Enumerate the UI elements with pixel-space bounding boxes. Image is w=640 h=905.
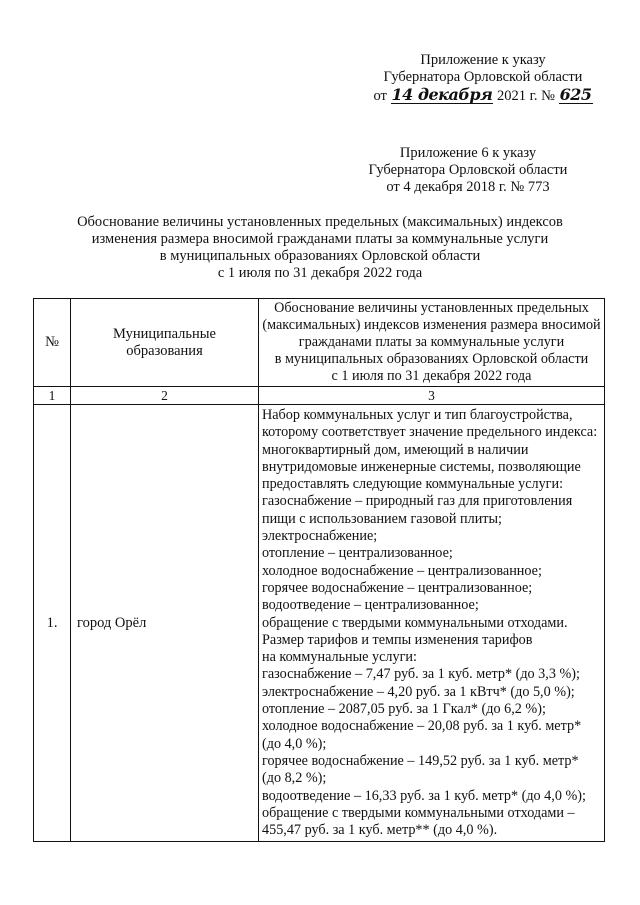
- table-row: [34, 405, 605, 842]
- handwritten-date: 14 декабря: [391, 85, 493, 104]
- title-line: с 1 июля по 31 декабря 2022 года: [217, 265, 423, 281]
- justification-table: [33, 298, 605, 842]
- document-title: [60, 214, 580, 282]
- justification-line: газоснабжение – 7,47 руб. за 1 куб. метр* (до 3,3 %);: [262, 666, 580, 683]
- justification-line: Размер тарифов и темпы изменения тарифов: [262, 631, 533, 648]
- header-municipality-line: образования: [126, 342, 203, 359]
- header-justification-line: гражданами платы за коммунальные услуги: [298, 334, 565, 350]
- handwritten-number: 625: [559, 85, 592, 104]
- annex-decree-line1: Приложение к указу: [420, 52, 546, 68]
- justification-line: электроснабжение;: [262, 528, 378, 545]
- title-line: в муниципальных образованиях Орловской области: [159, 248, 481, 264]
- annex-decree-line2: Губернатора Орловской области: [383, 69, 583, 85]
- table-header-row: [34, 299, 605, 387]
- row-number: 1.: [34, 405, 71, 842]
- justification-line: 455,47 руб. за 1 куб. метр** (до 4,0 %).: [262, 822, 498, 839]
- justification-line: обращение с твердыми коммунальными отходами.: [262, 614, 568, 631]
- header-justification: [259, 299, 605, 387]
- justification-line: многоквартирный дом, имеющий в наличии: [262, 441, 529, 458]
- justification-line: отопление – 2087,05 руб. за 1 Гкал* (до 6,2 %);: [262, 701, 546, 718]
- header-justification-line: Обоснование величины установленных предельных: [274, 300, 589, 316]
- justification-line: отопление – централизованное;: [262, 545, 453, 562]
- justification-line: горячее водоснабжение – 149,52 руб. за 1 куб. метр*: [262, 752, 579, 769]
- header-number: №: [34, 299, 71, 387]
- title-line: Обоснование величины установленных предельных (максимальных) индексов: [77, 214, 563, 230]
- justification-line: водоотведение – 16,33 руб. за 1 куб. метр* (до 4,0 %);: [262, 787, 586, 804]
- justification-line: предоставлять следующие коммунальные услуги:: [262, 476, 564, 493]
- column-number: 2: [71, 387, 259, 405]
- justification-line: холодное водоснабжение – 20,08 руб. за 1 куб. метр*: [262, 718, 582, 735]
- row-justification: [259, 405, 605, 842]
- justification-line: холодное водоснабжение – централизованное;: [262, 562, 542, 579]
- header-municipality-line: Муниципальные: [113, 325, 216, 342]
- justification-line: газоснабжение – природный газ для приготовления: [262, 493, 573, 510]
- date-prefix: от: [373, 88, 387, 104]
- justification-line: (до 4,0 %);: [262, 735, 327, 752]
- column-number-row: [34, 387, 605, 405]
- annex-decree-block: [358, 52, 608, 105]
- justification-line: пищи с использованием газовой плиты;: [262, 510, 502, 527]
- justification-line: электроснабжение – 4,20 руб. за 1 кВтч* (до 5,0 %);: [262, 683, 575, 700]
- justification-line: которому соответствует значение предельного индекса:: [262, 424, 598, 441]
- justification-line: водоотведение – централизованное;: [262, 597, 479, 614]
- justification-line: обращение с твердыми коммунальными отходами –: [262, 804, 575, 821]
- annex-original-line1: Приложение 6 к указу: [399, 145, 537, 161]
- annex-original-line3: от 4 декабря 2018 г. № 773: [386, 179, 550, 195]
- justification-line: горячее водоснабжение – централизованное;: [262, 579, 533, 596]
- justification-line: (до 8,2 %);: [262, 770, 327, 787]
- annex-decree-date-line: [358, 86, 608, 105]
- row-municipality: город Орёл: [71, 405, 259, 842]
- justification-line: Набор коммунальных услуг и тип благоустройства,: [262, 407, 573, 423]
- column-number: 1: [34, 387, 71, 405]
- header-justification-line: в муниципальных образованиях Орловской области: [274, 351, 589, 367]
- column-number: 3: [259, 387, 605, 405]
- annex-original-line2: Губернатора Орловской области: [368, 162, 568, 178]
- header-municipality: [71, 299, 259, 387]
- header-justification-line: (максимальных) индексов изменения размера вносимой: [262, 317, 601, 333]
- title-line: изменения размера вносимой гражданами платы за коммунальные услуги: [91, 231, 549, 247]
- year-suffix: 2021 г. №: [496, 88, 555, 104]
- header-justification-line: с 1 июля по 31 декабря 2022 года: [331, 368, 532, 384]
- justification-line: на коммунальные услуги:: [262, 649, 417, 666]
- justification-line: внутридомовые инженерные системы, позволяющие: [262, 458, 581, 475]
- annex-original-block: [358, 145, 578, 196]
